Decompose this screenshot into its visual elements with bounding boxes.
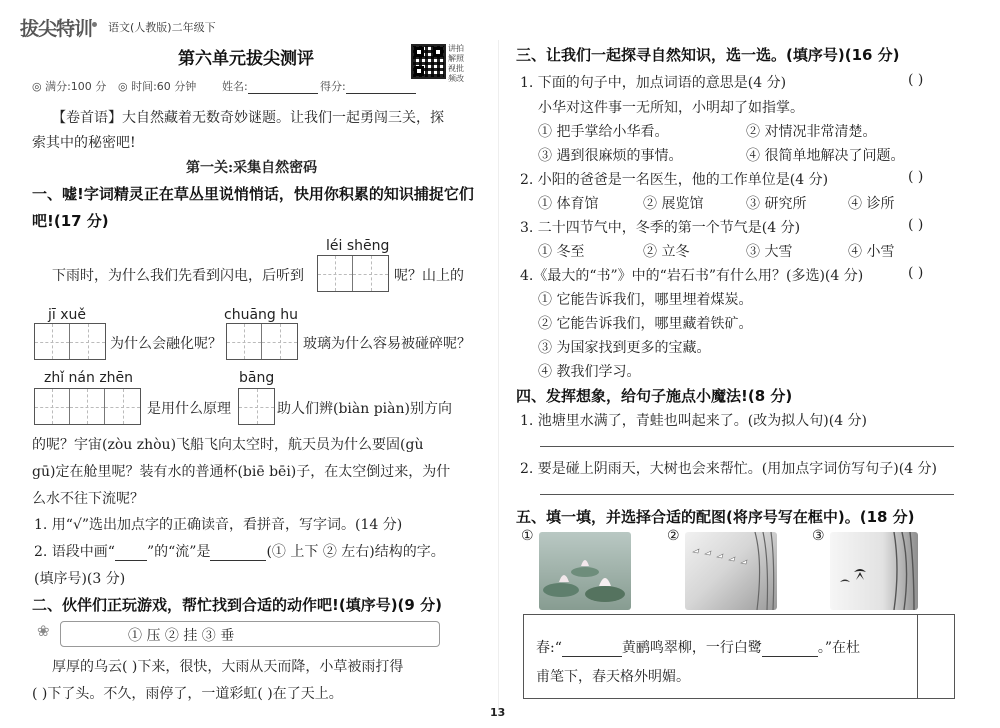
s3-q3-opt1: ① 冬至 (538, 244, 585, 260)
intro-line-2: 索其中的秘密吧! (32, 135, 136, 151)
section1-line-a-pre: 下雨时，为什么我们先看到闪电，后听到 (52, 268, 304, 284)
pinyin-zhinanzhen: zhǐ nán zhēn (44, 370, 134, 386)
brand-logo: 拔尖特训 (20, 18, 93, 40)
section1-line-f: 么水不往下流呢？ (32, 491, 144, 507)
score-label: ◎ 满分:100 分 (32, 80, 107, 93)
section1-question-1: 1. 用“√”选出加点字的正确读音，看拼音，写字词。(14 分) (34, 517, 403, 533)
image-choice-box[interactable] (917, 614, 955, 699)
name-label: 姓名: (222, 80, 248, 93)
page-number: 13 (490, 706, 506, 719)
qr-label: 讲拍解照视批频改 (448, 44, 464, 83)
lotus-pond-image (539, 532, 631, 610)
grade-label: 得分: (320, 80, 346, 93)
s4-q2-answer-line[interactable] (540, 494, 954, 495)
section2-title: 二、伙伴们正玩游戏，帮忙找到合适的动作吧!(填序号)(9 分) (32, 596, 442, 614)
write-grid-jixue[interactable] (34, 323, 106, 360)
image-label-2: ② (667, 528, 680, 544)
s3-q2-opt3: ③ 研究所 (746, 196, 807, 212)
s3-q4-opt3: ③ 为国家找到更多的宝藏。 (538, 340, 711, 356)
write-grid-zhinanzhen[interactable] (34, 388, 141, 425)
willow-egrets-image (685, 532, 777, 610)
section1-line-b-1: 为什么会融化呢？ (110, 336, 222, 352)
image-label-3: ③ (812, 528, 825, 544)
poem-blank-1[interactable] (562, 643, 622, 657)
swallows-willow-image (830, 532, 918, 610)
level-title: 第一关:采集自然密码 (186, 160, 318, 176)
pinyin-jixue: jī xuě (48, 307, 87, 323)
s3-q3-opt4: ④ 小雪 (848, 244, 895, 260)
action-options-box (60, 621, 440, 647)
section5-title: 五、填一填，并选择合适的配图(将序号写在框中)。(18 分) (516, 508, 915, 526)
s3-q1-opt4: ④ 很简单地解决了问题。 (746, 148, 905, 164)
s3-q3: 3. 二十四节气中，冬季的第一个节气是(4 分) (520, 220, 801, 236)
s4-q1-answer-line[interactable] (540, 446, 954, 447)
column-divider (498, 40, 499, 710)
s3-q1-opt2: ② 对情况非常清楚。 (746, 124, 877, 140)
page-title: 第六单元拔尖测评 (178, 49, 314, 69)
s3-q1-opt3: ③ 遇到很麻烦的事情。 (538, 148, 683, 164)
pinyin-bang: bāng (239, 370, 275, 386)
section1-line-a-post: 呢？山上的 (394, 268, 464, 284)
s3-q2-opt1: ① 体育馆 (538, 196, 599, 212)
section1-line-b-2: 玻璃为什么容易被碰碎呢？ (303, 336, 471, 352)
intro-line-1: 【卷首语】大自然藏着无数奇妙谜题。让我们一起勇闯三关，探 (52, 110, 444, 126)
write-grid-chuanghu[interactable] (226, 323, 298, 360)
s3-q1-opt1: ① 把手掌给小华看。 (538, 124, 669, 140)
s3-q4-opt1: ① 它能告诉我们，哪里埋着煤炭。 (538, 292, 753, 308)
section4-title: 四、发挥想象，给句子施点小魔法!(8 分) (516, 387, 793, 405)
paw-icon: ❀ (37, 622, 50, 640)
s3-q3-answer[interactable]: ( ) (908, 217, 924, 233)
s3-q3-opt2: ② 立冬 (643, 244, 690, 260)
write-grid-bang[interactable] (238, 388, 275, 425)
image-label-1: ① (521, 528, 534, 544)
section1-line-c-2: 助人们辨(biàn piàn)别方向 (277, 401, 452, 417)
section2-line-1: 厚厚的乌云( )下来，很快，大雨从天而降，小草被雨打得 (52, 659, 404, 675)
answer-blank[interactable] (210, 547, 266, 561)
s3-q4: 4.《最大的“书”》中的“岩石书”有什么用？(多选)(4 分) (520, 268, 864, 284)
s3-q4-answer[interactable]: ( ) (908, 265, 924, 281)
section3-title: 三、让我们一起探寻自然知识，选一选。(填序号)(16 分) (516, 46, 900, 64)
section2-line-2: ( )下了头。不久，雨停了，一道彩虹( )在了天上。 (32, 686, 343, 702)
section1-title-1: 一、嘘!字词精灵正在草丛里说悄悄话，快用你积累的知识捕捉它们 (32, 185, 474, 203)
separator-dot (92, 22, 97, 27)
s3-q2: 2. 小阳的爸爸是一名医生，他的工作单位是(4 分) (520, 172, 829, 188)
pinyin-chuanghu: chuāng hu (224, 307, 298, 323)
section1-title-2: 吧!(17 分) (32, 212, 109, 230)
action-options: ① 压 ② 挂 ③ 垂 (128, 628, 235, 644)
s3-q2-answer[interactable]: ( ) (908, 169, 924, 185)
time-label: ◎ 时间:60 分钟 (118, 80, 197, 93)
s3-q4-opt2: ② 它能告诉我们，哪里藏着铁矿。 (538, 316, 753, 332)
pinyin-leisheng: léi shēng (326, 238, 390, 254)
s3-q2-opt2: ② 展览馆 (643, 196, 704, 212)
poem-line-1: 春:“ 黄鹂鸣翠柳，一行白鹭 。”在杜 (536, 640, 861, 656)
s3-q2-opt4: ④ 诊所 (848, 196, 895, 212)
grade-field[interactable] (320, 78, 416, 94)
section1-line-c-1: 是用什么原理 (147, 401, 231, 417)
section1-question-2: 2. 语段中画“ ”的“流”是 (① 上下 ② 左右)结构的字。 (34, 544, 445, 560)
s3-q1: 1. 下面的句子中，加点词语的意思是(4 分) (520, 75, 787, 91)
s3-q1-answer[interactable]: ( ) (908, 72, 924, 88)
name-field[interactable] (222, 78, 318, 94)
poem-blank-2[interactable] (762, 643, 818, 657)
s3-q4-opt4: ④ 教我们学习。 (538, 364, 641, 380)
s3-q3-opt3: ③ 大雪 (746, 244, 793, 260)
s4-q1: 1. 池塘里水满了，青蛙也叫起来了。(改为拟人句)(4 分) (520, 413, 868, 429)
section1-line-e: gū)定在舱里呢？装有水的普通杯(biē bēi)子，在太空倒过来，为什 (32, 464, 451, 480)
book-name: 语文(人教版)二年级下 (108, 21, 216, 34)
section1-question-2-tail: (填序号)(3 分) (34, 571, 126, 587)
s4-q2: 2. 要是碰上阴雨天，大树也会来帮忙。(用加点字词仿写句子)(4 分) (520, 461, 938, 477)
poem-line-2: 甫笔下，春天格外明媚。 (536, 669, 690, 685)
s3-q1-sentence: 小华对这件事一无所知，小明却了如指掌。 (538, 100, 804, 116)
qr-code-icon[interactable] (411, 44, 446, 79)
section1-line-d: 的呢？宇宙(zòu zhòu)飞船飞向太空时，航天员为什么要固(gù (32, 437, 424, 453)
write-grid-leisheng[interactable] (317, 255, 389, 292)
